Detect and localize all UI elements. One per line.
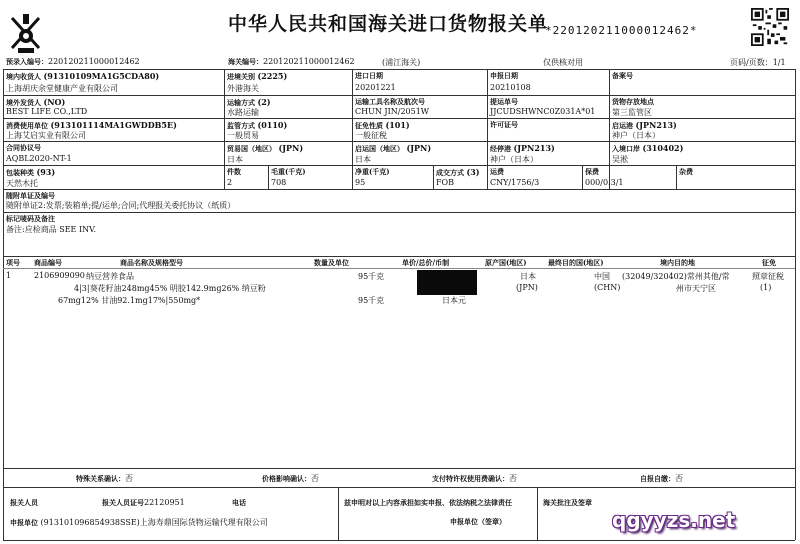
transit-port-name: 神户（日本） [490, 155, 538, 164]
consignee-name: 上海胡庆余堂健康产业有限公司 [6, 84, 118, 93]
price-impact-label: 价格影响确认： [262, 474, 311, 483]
entry-port-label: 进境关别 [227, 72, 255, 81]
package-name: 天然木托 [6, 179, 38, 188]
record-no-label: 备案号 [612, 71, 633, 80]
page-indicator: 页码/页数：1/1 [730, 58, 786, 67]
royalty-label: 支付特许权使用费确认： [432, 474, 509, 483]
royalty-value: 否 [509, 474, 517, 483]
declaration-statement: 兹申明对以上内容承担如实申报、依法纳税之法律责任 [344, 498, 512, 507]
declaring-unit-name: 上海寿鼎国际货物运输代理有限公司 [139, 518, 268, 527]
gross-weight-label: 毛重(千克) [271, 167, 306, 176]
declaring-unit-label: 申报单位 [10, 518, 38, 527]
declaring-unit-code: (913101096854938SSE) [40, 518, 140, 527]
col-origin: 原产国(地区) [485, 258, 527, 267]
import-date: 20201221 [355, 83, 396, 92]
supervision-name: 一般贸易 [227, 131, 259, 140]
col-final-destination: 最终目的国(地区) [548, 258, 604, 267]
prentry-number: 220120211000012462 [48, 57, 140, 66]
prentry-label: 预录入编号： [6, 57, 48, 66]
overseas-shipper-label: 境外发货人 [6, 98, 41, 107]
gross-weight-value: 708 [271, 178, 287, 187]
quantity-1: 95千克 [358, 272, 385, 281]
domestic-dest-2: 州市天宁区 [676, 284, 716, 293]
origin-country-2: (JPN) [516, 283, 538, 292]
col-hs-code: 商品编号 [34, 258, 62, 267]
bill-value: JJCUDSHWNC0Z031A*01 [490, 107, 596, 116]
departure-port-code: (JPN213) [635, 120, 677, 130]
origin-country-name: 日本 [355, 155, 371, 164]
declare-date-label: 申报日期 [490, 71, 518, 80]
transport-mode-code: (2) [257, 97, 271, 107]
currency: 日本元 [442, 296, 466, 305]
bill-label: 提运单号 [490, 97, 518, 106]
special-relation-value: 否 [125, 474, 133, 483]
contract-value: AQBL2020-NT-1 [6, 154, 72, 163]
hs-code: 2106909090 [34, 271, 85, 280]
customs-office: (浦江海关) [382, 58, 421, 67]
item-no: 1 [6, 271, 12, 280]
origin-country-label: 启运国（地区） [355, 144, 404, 153]
for-verification-note: 仅供核对用 [543, 58, 583, 67]
terms-name: FOB [436, 178, 454, 187]
overseas-shipper-code: (NO) [43, 97, 66, 107]
self-pay-label: 自报自缴： [640, 474, 675, 483]
customs-number: 220120211000012462 [263, 57, 355, 66]
redacted-price [417, 270, 477, 295]
storage-value: 第三监管区 [612, 108, 652, 117]
supervision-code: (0110) [257, 120, 288, 130]
col-domestic-destination: 境内目的地 [660, 258, 695, 267]
package-label: 包装种类 [6, 168, 34, 177]
marks-label: 标记唛码及备注 [6, 214, 55, 223]
transit-port-code: (JPN213) [513, 143, 555, 153]
entry-port-name: 外港海关 [227, 84, 259, 93]
license-label: 许可证号 [490, 120, 518, 129]
insurance-label: 保费 [585, 167, 599, 176]
declaring-seal-label: 申报单位（签章） [450, 517, 506, 526]
pieces-label: 件数 [227, 167, 241, 176]
declare-date: 20210108 [490, 83, 531, 92]
levy-label: 征免性质 [355, 121, 383, 130]
goods-spec-line2: 67mg12% 甘油92.1mg17%|550mg* [58, 296, 201, 305]
transport-mode-label: 运输方式 [227, 98, 255, 107]
goods-spec-line1: 4|3|葵花籽油248mg45% 明胶142.9mg26% 纳豆粉 [74, 284, 266, 293]
pieces-value: 2 [227, 178, 233, 187]
transit-port-label: 经停港 [490, 144, 511, 153]
consumer-name: 上海艾启实业有限公司 [6, 131, 86, 140]
trade-country-code: (JPN) [278, 143, 304, 153]
declarant-id: 22120951 [144, 498, 185, 507]
col-goods-name: 商品名称及规格型号 [120, 258, 183, 267]
storage-label: 货物存放地点 [612, 97, 654, 106]
vessel-label: 运输工具名称及航次号 [355, 97, 425, 106]
consumer-code: (913101114MA1GWDDB5E) [50, 120, 177, 130]
contract-label: 合同协议号 [6, 143, 41, 152]
levy-name: 一般征税 [355, 131, 387, 140]
self-pay-value: 否 [675, 474, 683, 483]
departure-port-name: 神户（日本） [612, 131, 660, 140]
misc-fee-label: 杂费 [679, 167, 693, 176]
entry-point-label: 入境口岸 [612, 144, 640, 153]
transport-mode-name: 水路运输 [227, 108, 259, 117]
phone-label: 电话 [232, 498, 246, 507]
origin-country-1: 日本 [520, 272, 536, 281]
customs-no-label: 海关编号： [228, 57, 263, 66]
trade-country-label: 贸易国（地区） [227, 144, 276, 153]
insurance-value: 000/0.3/1 [585, 178, 624, 187]
document-title: 中华人民共和国海关进口货物报关单 [228, 13, 549, 35]
col-levy: 征免 [762, 258, 776, 267]
import-date-label: 进口日期 [355, 71, 383, 80]
col-price: 单价/总价/币制 [402, 258, 450, 267]
price-impact-value: 否 [311, 474, 319, 483]
consumer-label: 消费使用单位 [6, 121, 48, 130]
overseas-shipper-name: BEST LIFE CO.,LTD [6, 107, 88, 116]
levy-method-code: (1) [760, 283, 772, 292]
package-code: (93) [36, 167, 56, 177]
terms-label: 成交方式 [436, 168, 464, 177]
consignee-code: (91310109MA1G5CDA80) [43, 71, 160, 81]
vessel-value: CHUN JIN/2051W [355, 107, 430, 116]
customs-emblem-icon [6, 12, 46, 56]
qr-code-icon [751, 8, 789, 46]
terms-code: (3) [466, 167, 480, 177]
barcode-number: *220120211000012462* [545, 24, 698, 37]
watermark: qgyyzs.net [612, 508, 736, 532]
consignee-label: 境内收货人 [6, 72, 41, 81]
declarant-id-label: 报关人员证号 [102, 498, 144, 507]
dest-country-1: 中国 [594, 272, 610, 281]
col-quantity: 数量及单位 [314, 258, 349, 267]
net-weight-label: 净重(千克) [355, 167, 390, 176]
supervision-label: 监管方式 [227, 121, 255, 130]
marks-value: 备注:应检商品 SEE INV. [6, 225, 97, 234]
customs-note-label: 海关批注及签章 [543, 498, 592, 507]
entry-point-name: 吴淞 [612, 155, 628, 164]
goods-name: 纳豆营养食品 [86, 272, 134, 281]
departure-port-label: 启运港 [612, 121, 633, 130]
trade-country-name: 日本 [227, 155, 243, 164]
net-weight-value: 95 [355, 178, 366, 187]
quantity-2: 95千克 [358, 296, 385, 305]
origin-country-code: (JPN) [406, 143, 432, 153]
col-item-no: 项号 [6, 258, 20, 267]
domestic-dest-1: (32049/320402)常州其他/常 [622, 272, 730, 281]
documents-value: 随附单证2:发票;装箱单;提/运单;合同;代理报关委托协议（纸质） [6, 201, 236, 210]
declarant-label: 报关人员 [10, 498, 38, 507]
special-relation-label: 特殊关系确认： [76, 474, 125, 483]
levy-code: (101) [385, 120, 410, 130]
documents-label: 随附单证及编号 [6, 191, 55, 200]
entry-point-code: (310402) [642, 143, 684, 153]
levy-method: 照章征税 [752, 272, 784, 281]
freight-label: 运费 [490, 167, 504, 176]
freight-value: CNY/1756/3 [490, 178, 540, 187]
dest-country-2: (CHN) [594, 283, 621, 292]
entry-port-code: (2225) [257, 71, 288, 81]
